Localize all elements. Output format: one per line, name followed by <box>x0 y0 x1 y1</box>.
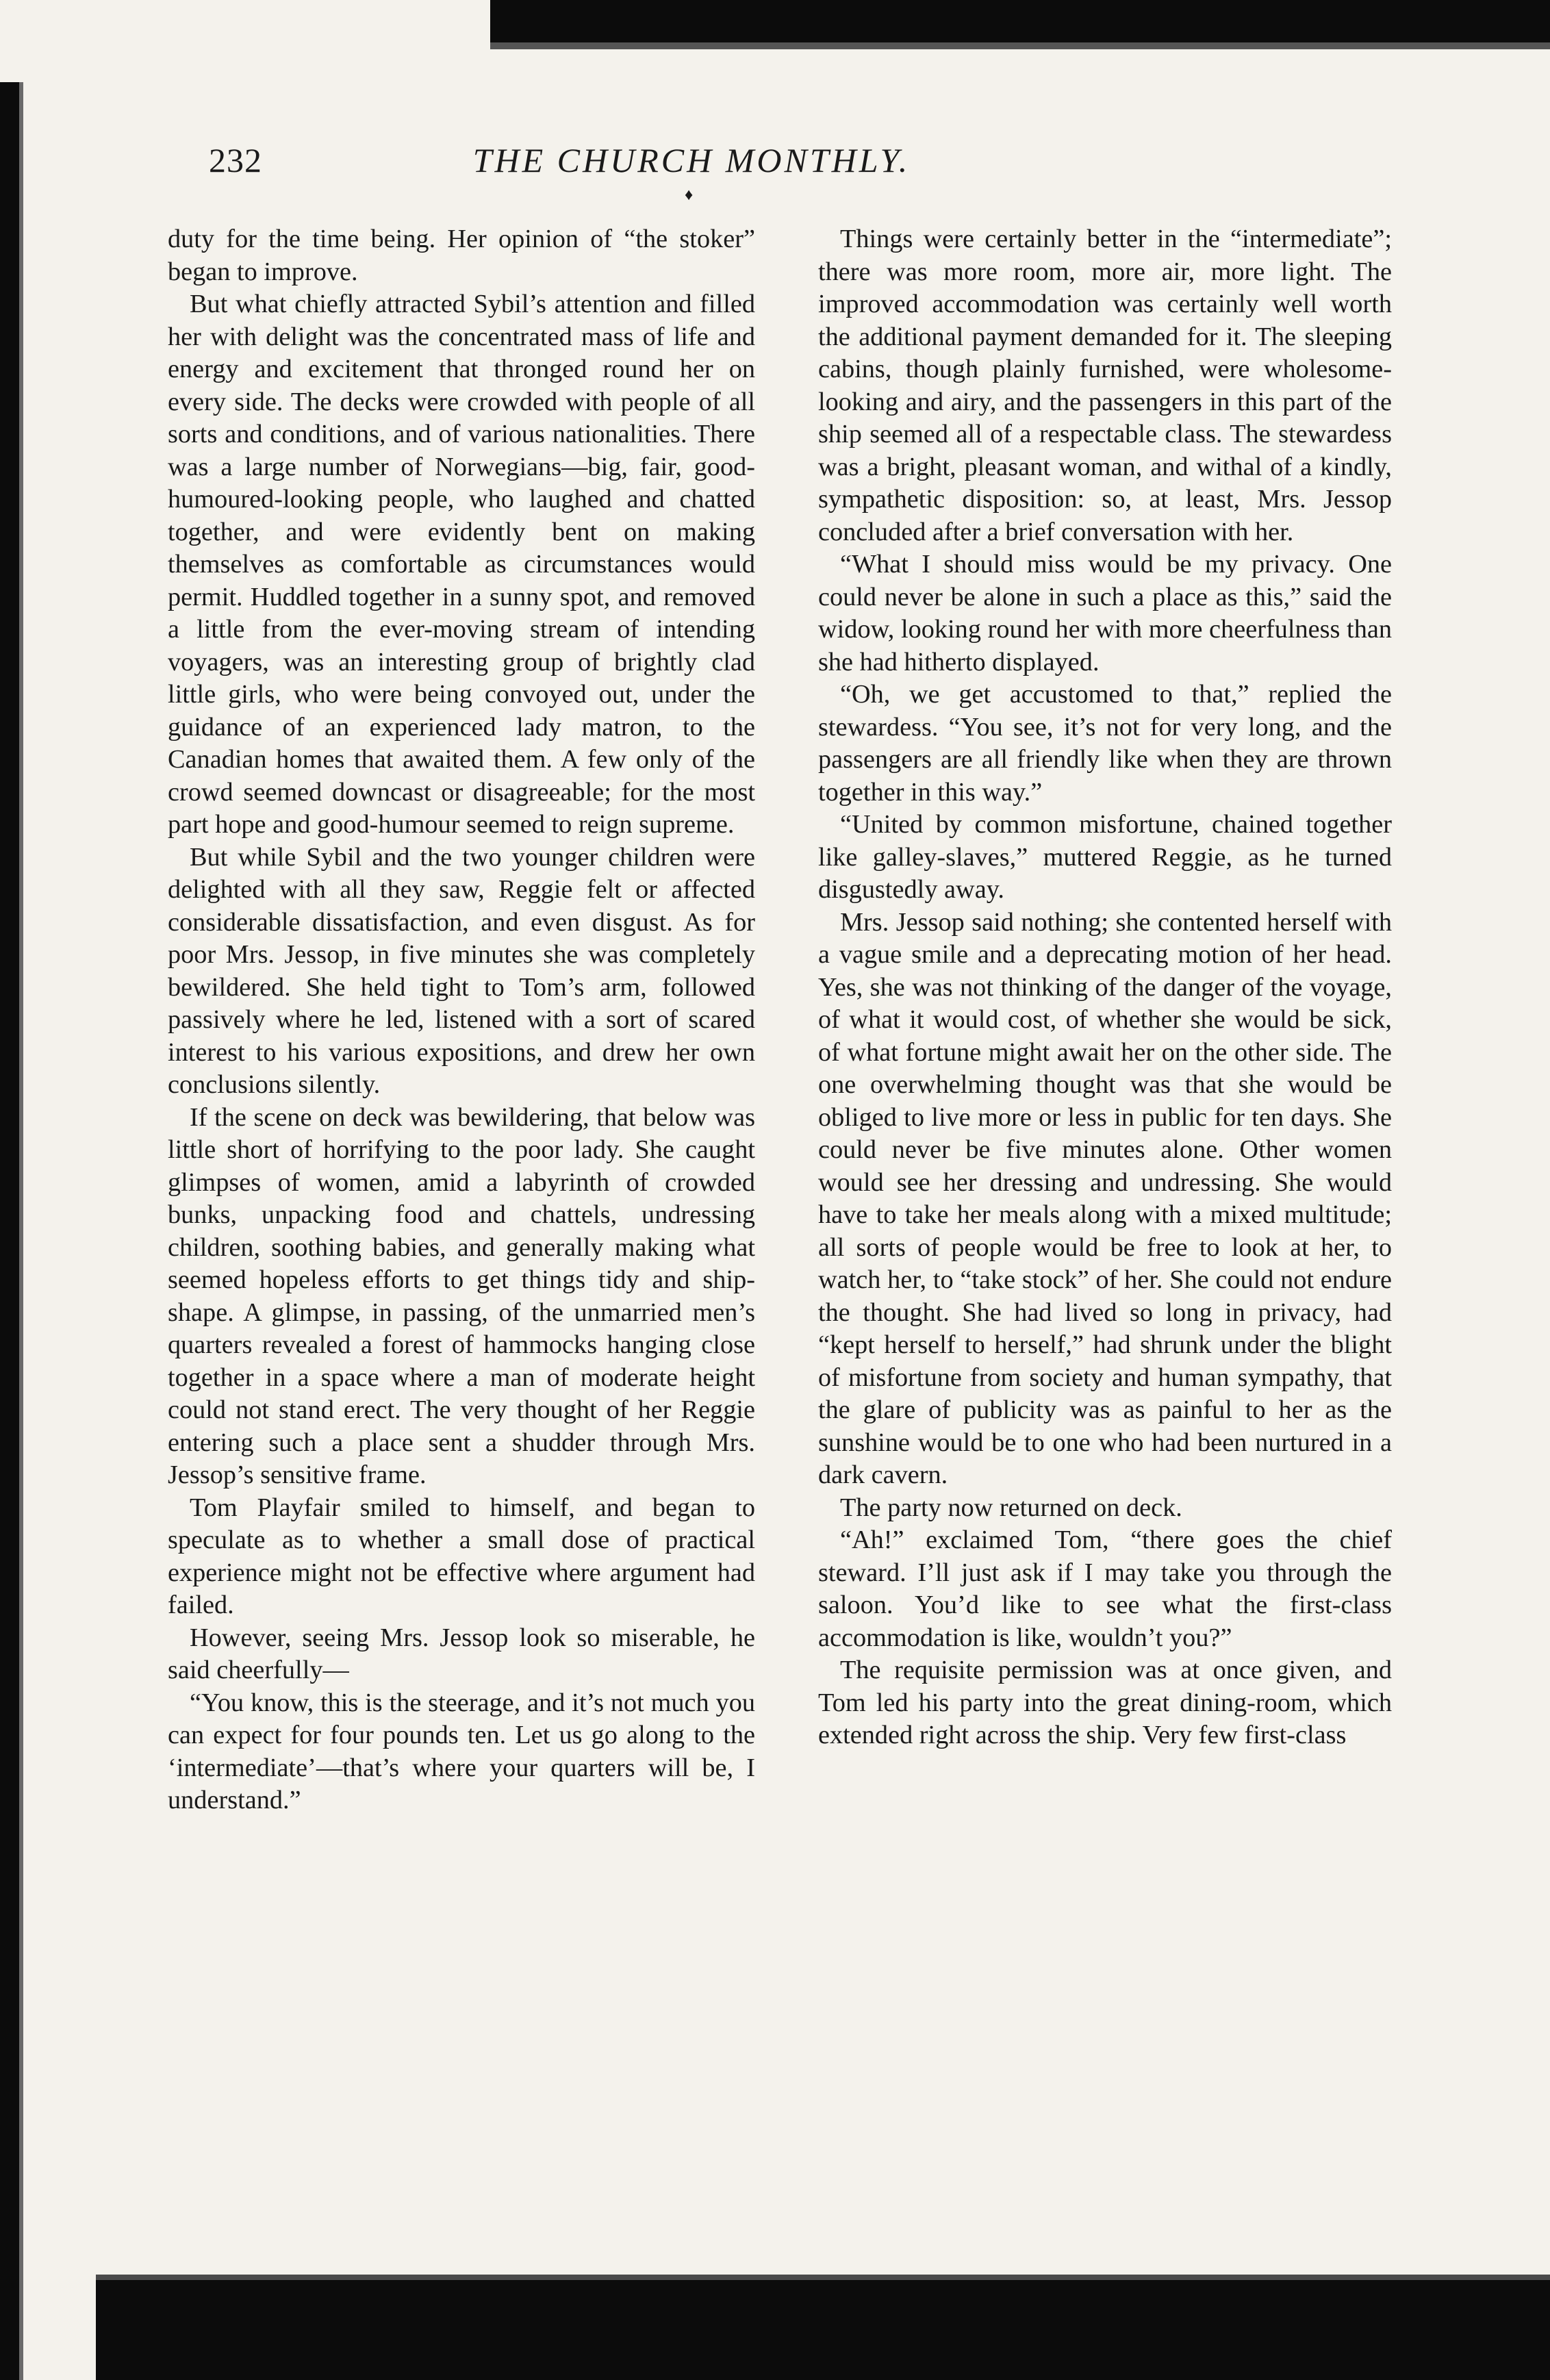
right-column <box>818 223 1392 1752</box>
scan-border-bottom-shadow <box>96 2275 1550 2280</box>
paragraph: Things were certainly better in the “intermediate”; there was more room, more air, more light. The improved accommodation was certainly well worth the additional payment demanded for it. The sleeping cabins, though plainly furnished, were wholesome-looking and airy, and the passengers in this part of the ship seemed all of a respectable class. The stewardess was a bright, pleasant woman, and withal of a kindly, sympathetic disposition: so, at least, Mrs. Jessop concluded after a brief conversation with her. <box>818 225 1392 546</box>
scan-border-left <box>0 82 19 2380</box>
paragraph: The party now returned on deck. <box>840 1493 1182 1522</box>
left-column <box>168 223 755 1817</box>
paragraph: “You know, this is the steerage, and it’s not much you can expect for four pounds ten. Let us go along to the ‘intermediate’—that’s where your quarters will be, I understand.” <box>168 1688 755 1814</box>
page-number: 232 <box>209 141 262 179</box>
scan-border-left-shadow <box>19 82 23 2380</box>
paragraph: However, seeing Mrs. Jessop look so miserable, he said cheerfully— <box>168 1623 755 1684</box>
paragraph: But while Sybil and the two younger children were delighted with all they saw, Reggie felt or affected considerable dissatisfaction, and even disgust. As for poor Mrs. Jessop, in five minutes she was completely bewildered. She held tight to Tom’s arm, followed passively where he led, listened with a sort of scared interest to his various expositions, and drew her own conclusions silently. <box>168 842 755 1099</box>
paragraph: “What I should miss would be my privacy. One could never be alone in such a place as this,” said the widow, looking round her with more cheerfulness than she had hitherto displayed. <box>818 550 1392 676</box>
paragraph: “Oh, we get accustomed to that,” replied the stewardess. “You see, it’s not for very long, and the passengers are all friendly like when they are thrown together in this way.” <box>818 680 1392 807</box>
paragraph: If the scene on deck was bewildering, that below was little short of horrifying to the poor lady. She caught glimpses of women, amid a labyrinth of crowded bunks, unpacking food and chattels, undressing children, soothing babies, and generally making what seemed hopeless efforts to get things tidy and ship-shape. A glimpse, in passing, of the unmarried men’s quarters revealed a forest of hammocks hanging close together in a space where a man of moderate height could not stand erect. The very thought of her Reggie entering such a place sent a shudder through Mrs. Jessop’s sensitive frame. <box>168 1102 755 1489</box>
running-title: THE CHURCH MONTHLY. <box>472 141 911 179</box>
paragraph: Mrs. Jessop said nothing; she contented herself with a vague smile and a deprecating motion of her head. Yes, she was not thinking of the danger of the voyage, of what it would cost, of whether she would be sick, of what fortune might await her on the other side. The one overwhelming thought was that she would be obliged to live more or less in public for ten days. She could never be five minutes alone. Other women would see her dressing and undressing. She would have to take her meals along with a mixed multitude; all sorts of people would be free to look at her, to watch her, to “take stock” of her. She could not endure the thought. She had lived so long in privacy, had “kept herself to herself,” had shrunk under the blight of misfortune from society and human sympathy, that the glare of publicity was as painful to her as the sunshine would be to one who had been nurtured in a dark cavern. <box>818 907 1392 1489</box>
paragraph: duty for the time being. Her opinion of “the stoker” began to improve. <box>168 225 755 286</box>
scan-border-top-shadow <box>490 42 1550 49</box>
scan-border-top <box>490 0 1550 42</box>
ornament-mark: ♦ <box>685 186 694 204</box>
paragraph: “Ah!” exclaimed Tom, “there goes the chief steward. I’ll just ask if I may take you through the saloon. You’d like to see what the first-class accommodation is like, wouldn’t you?” <box>818 1526 1392 1652</box>
scan-border-bottom <box>96 2280 1550 2380</box>
paragraph: The requisite permission was at once given, and Tom led his party into the great dining-room, which extended right across the ship. Very few first-class <box>818 1656 1392 1749</box>
paragraph: “United by common misfortune, chained together like galley-slaves,” muttered Reggie, as he turned disgustedly away. <box>818 810 1392 904</box>
paragraph: Tom Playfair smiled to himself, and began to speculate as to whether a small dose of practical experience might not be effective where argument had failed. <box>168 1493 755 1619</box>
paragraph: But what chiefly attracted Sybil’s attention and filled her with delight was the concentrated mass of life and energy and excitement that thronged round her on every side. The decks were crowded with people of all sorts and conditions, and of various nationalities. There was a large number of Norwegians—big, fair, good-humoured-looking people, who laughed and chatted together, and were evidently bent on making themselves as comfortable as circumstances would permit. Huddled together in a sunny spot, and removed a little from the ever-moving stream of intending voyagers, was an interesting group of brightly clad little girls, who were being convoyed out, under the guidance of an experienced lady matron, to the Canadian homes that awaited them. A few only of the crowd seemed downcast or disagreeable; for the most part hope and good-humour seemed to reign supreme. <box>168 290 755 839</box>
